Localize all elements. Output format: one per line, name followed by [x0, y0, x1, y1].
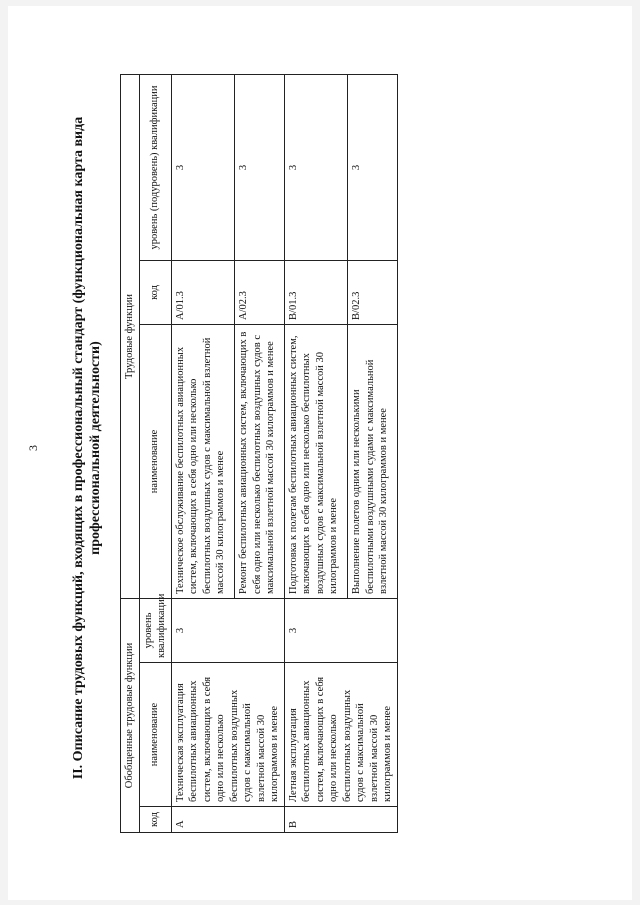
func-name-cell: Выполнение полетов одним или несколькими беспилотными воздушными судами с максимальной взлетной массой 30 килограммов и менее — [348, 324, 397, 598]
header-row-1 — [121, 74, 140, 832]
func-level-cell: 3 — [348, 74, 397, 260]
section-heading-line-2: профессиональной деятельности) — [88, 341, 103, 555]
func-code-cell: A/01.3 — [171, 260, 235, 324]
document-page — [8, 6, 632, 900]
func-name-cell: Техническое обслуживание беспилотных авиационных систем, включающих в себя одно или несколько беспилотных воздушных судов с максимальной взлетной массой 30 килограммов и менее — [171, 324, 235, 598]
gen-code-cell: B — [284, 807, 397, 833]
page-number: 3 — [26, 445, 40, 451]
gen-name-cell: Летная эксплуатация беспилотных авиационных систем, включающих в себя одно или несколько беспилотных воздушных судов с максимальной взлетной массой 30 килограммов и менее — [284, 663, 397, 807]
labor-functions-header: Трудовые функции — [121, 74, 140, 598]
header-row-2 — [139, 74, 171, 832]
func-code-cell: B/01.3 — [284, 260, 348, 324]
table-row — [171, 74, 235, 832]
gen-level-cell: 3 — [284, 598, 397, 662]
gen-code-header: код — [139, 807, 171, 833]
rotated-content — [18, 28, 618, 868]
func-name-header: наименование — [139, 324, 171, 598]
func-name-cell: Ремонт беспилотных авиационных систем, включающих в себя одно или несколько беспилотных воздушных судов с максимальной взлетной массой 30 килограммов и менее — [235, 324, 284, 598]
func-code-cell: A/02.3 — [235, 260, 284, 324]
func-code-header: код — [139, 260, 171, 324]
table-row — [284, 74, 348, 832]
gen-code-cell: A — [171, 807, 284, 833]
functional-map-table — [120, 74, 398, 833]
gen-level-cell: 3 — [171, 598, 284, 662]
gen-level-header: уровень квалификации — [139, 598, 171, 662]
func-level-cell: 3 — [171, 74, 235, 260]
generalized-functions-header: Обобщенные трудовые функции — [121, 598, 140, 832]
func-code-cell: B/02.3 — [348, 260, 397, 324]
gen-name-cell: Техническая эксплуатация беспилотных авиационных систем, включающих в себя одно или несколько беспилотных воздушных судов с максимальной взлетной массой 30 килограммов и менее — [171, 663, 284, 807]
func-level-header: уровень (подуровень) квалификации — [139, 74, 171, 260]
gen-name-header: наименование — [139, 663, 171, 807]
func-level-cell: 3 — [284, 74, 348, 260]
func-level-cell: 3 — [235, 74, 284, 260]
section-heading — [70, 28, 104, 868]
func-name-cell: Подготовка к полетам беспилотных авиационных систем, включающих в себя одно или несколько беспилотных воздушных судов с максимальной взлетной массой 30 килограммов и менее — [284, 324, 348, 598]
section-heading-line-1: II. Описание трудовых функций, входящих в профессиональный стандарт (функциональная карта вида — [71, 116, 86, 780]
